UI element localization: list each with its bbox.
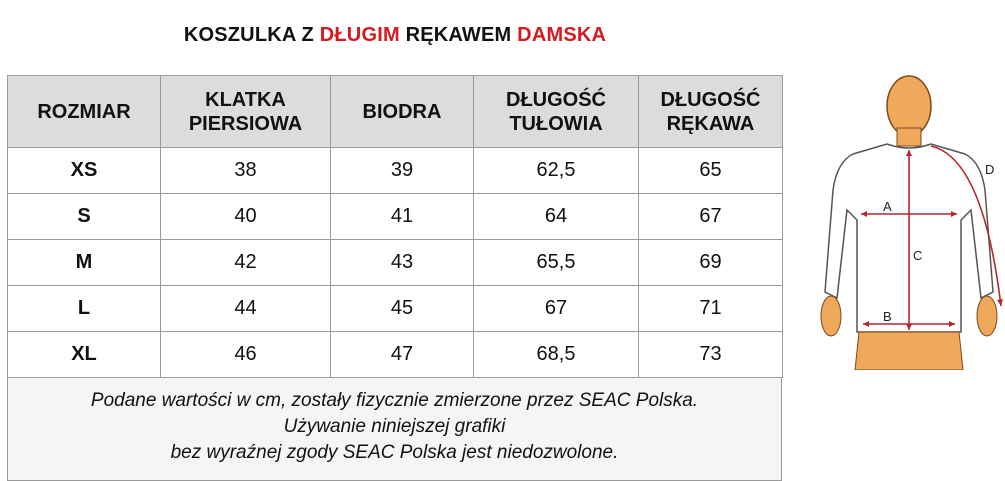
header-sleeve-length: DŁUGOŚĆ RĘKAWA [639, 76, 783, 148]
size-chart [7, 75, 782, 477]
hips-cell: 43 [331, 240, 474, 286]
sleeve-length-cell: 71 [639, 286, 783, 332]
title-part-4: DAMSKA [517, 24, 607, 46]
header-hips: BIODRA [331, 76, 474, 148]
sleeve-length-cell: 69 [639, 240, 783, 286]
chest-cell: 46 [161, 332, 331, 378]
measurement-figure [805, 70, 1005, 370]
head-shape [887, 76, 931, 136]
body-length-cell: 62,5 [474, 148, 639, 194]
body-length-cell: 68,5 [474, 332, 639, 378]
label-c: C [913, 248, 923, 263]
hips-cell: 45 [331, 286, 474, 332]
header-body-length: DŁUGOŚĆ TUŁOWIA [474, 76, 639, 148]
title-part-2: DŁUGIM [319, 24, 400, 46]
note-line-3: bez wyraźnej zgody SEAC Polska jest niedozwolone. [170, 442, 619, 463]
body-length-cell: 65,5 [474, 240, 639, 286]
sleeve-length-cell: 67 [639, 194, 783, 240]
size-cell: S [8, 194, 161, 240]
body-length-cell: 67 [474, 286, 639, 332]
title-part-1: KOSZULKA Z [183, 24, 320, 46]
hips-cell: 41 [331, 194, 474, 240]
hips-cell: 47 [331, 332, 474, 378]
size-cell: XS [8, 148, 161, 194]
size-cell: L [8, 286, 161, 332]
table-row [8, 148, 783, 194]
sleeve-length-cell: 73 [639, 332, 783, 378]
chest-cell: 38 [161, 148, 331, 194]
label-d: D [985, 162, 995, 177]
table-row [8, 194, 783, 240]
size-table [7, 75, 783, 378]
header-chest: KLATKA PIERSIOWA [161, 76, 331, 148]
label-b: B [883, 309, 892, 324]
table-row [8, 332, 783, 378]
table-row [8, 240, 783, 286]
chest-cell: 44 [161, 286, 331, 332]
label-a: A [883, 199, 892, 214]
header-size: ROZMIAR [8, 76, 161, 148]
note-line-2: Używanie niniejszej grafiki [283, 416, 506, 437]
note-line-1: Podane wartości w cm, zostały fizycznie zmierzone przez SEAC Polska. [90, 390, 699, 411]
chest-cell: 42 [161, 240, 331, 286]
chest-cell: 40 [161, 194, 331, 240]
body-silhouette-illustration [805, 70, 1005, 370]
hips-cell: 39 [331, 148, 474, 194]
size-cell: M [8, 240, 161, 286]
copyright-note [7, 378, 782, 481]
body-length-cell: 64 [474, 194, 639, 240]
sleeve-length-cell: 65 [639, 148, 783, 194]
title-part-3: RĘKAWEM [399, 24, 518, 46]
size-cell: XL [8, 332, 161, 378]
table-row [8, 286, 783, 332]
page-title [0, 24, 790, 47]
header-row [8, 76, 783, 148]
